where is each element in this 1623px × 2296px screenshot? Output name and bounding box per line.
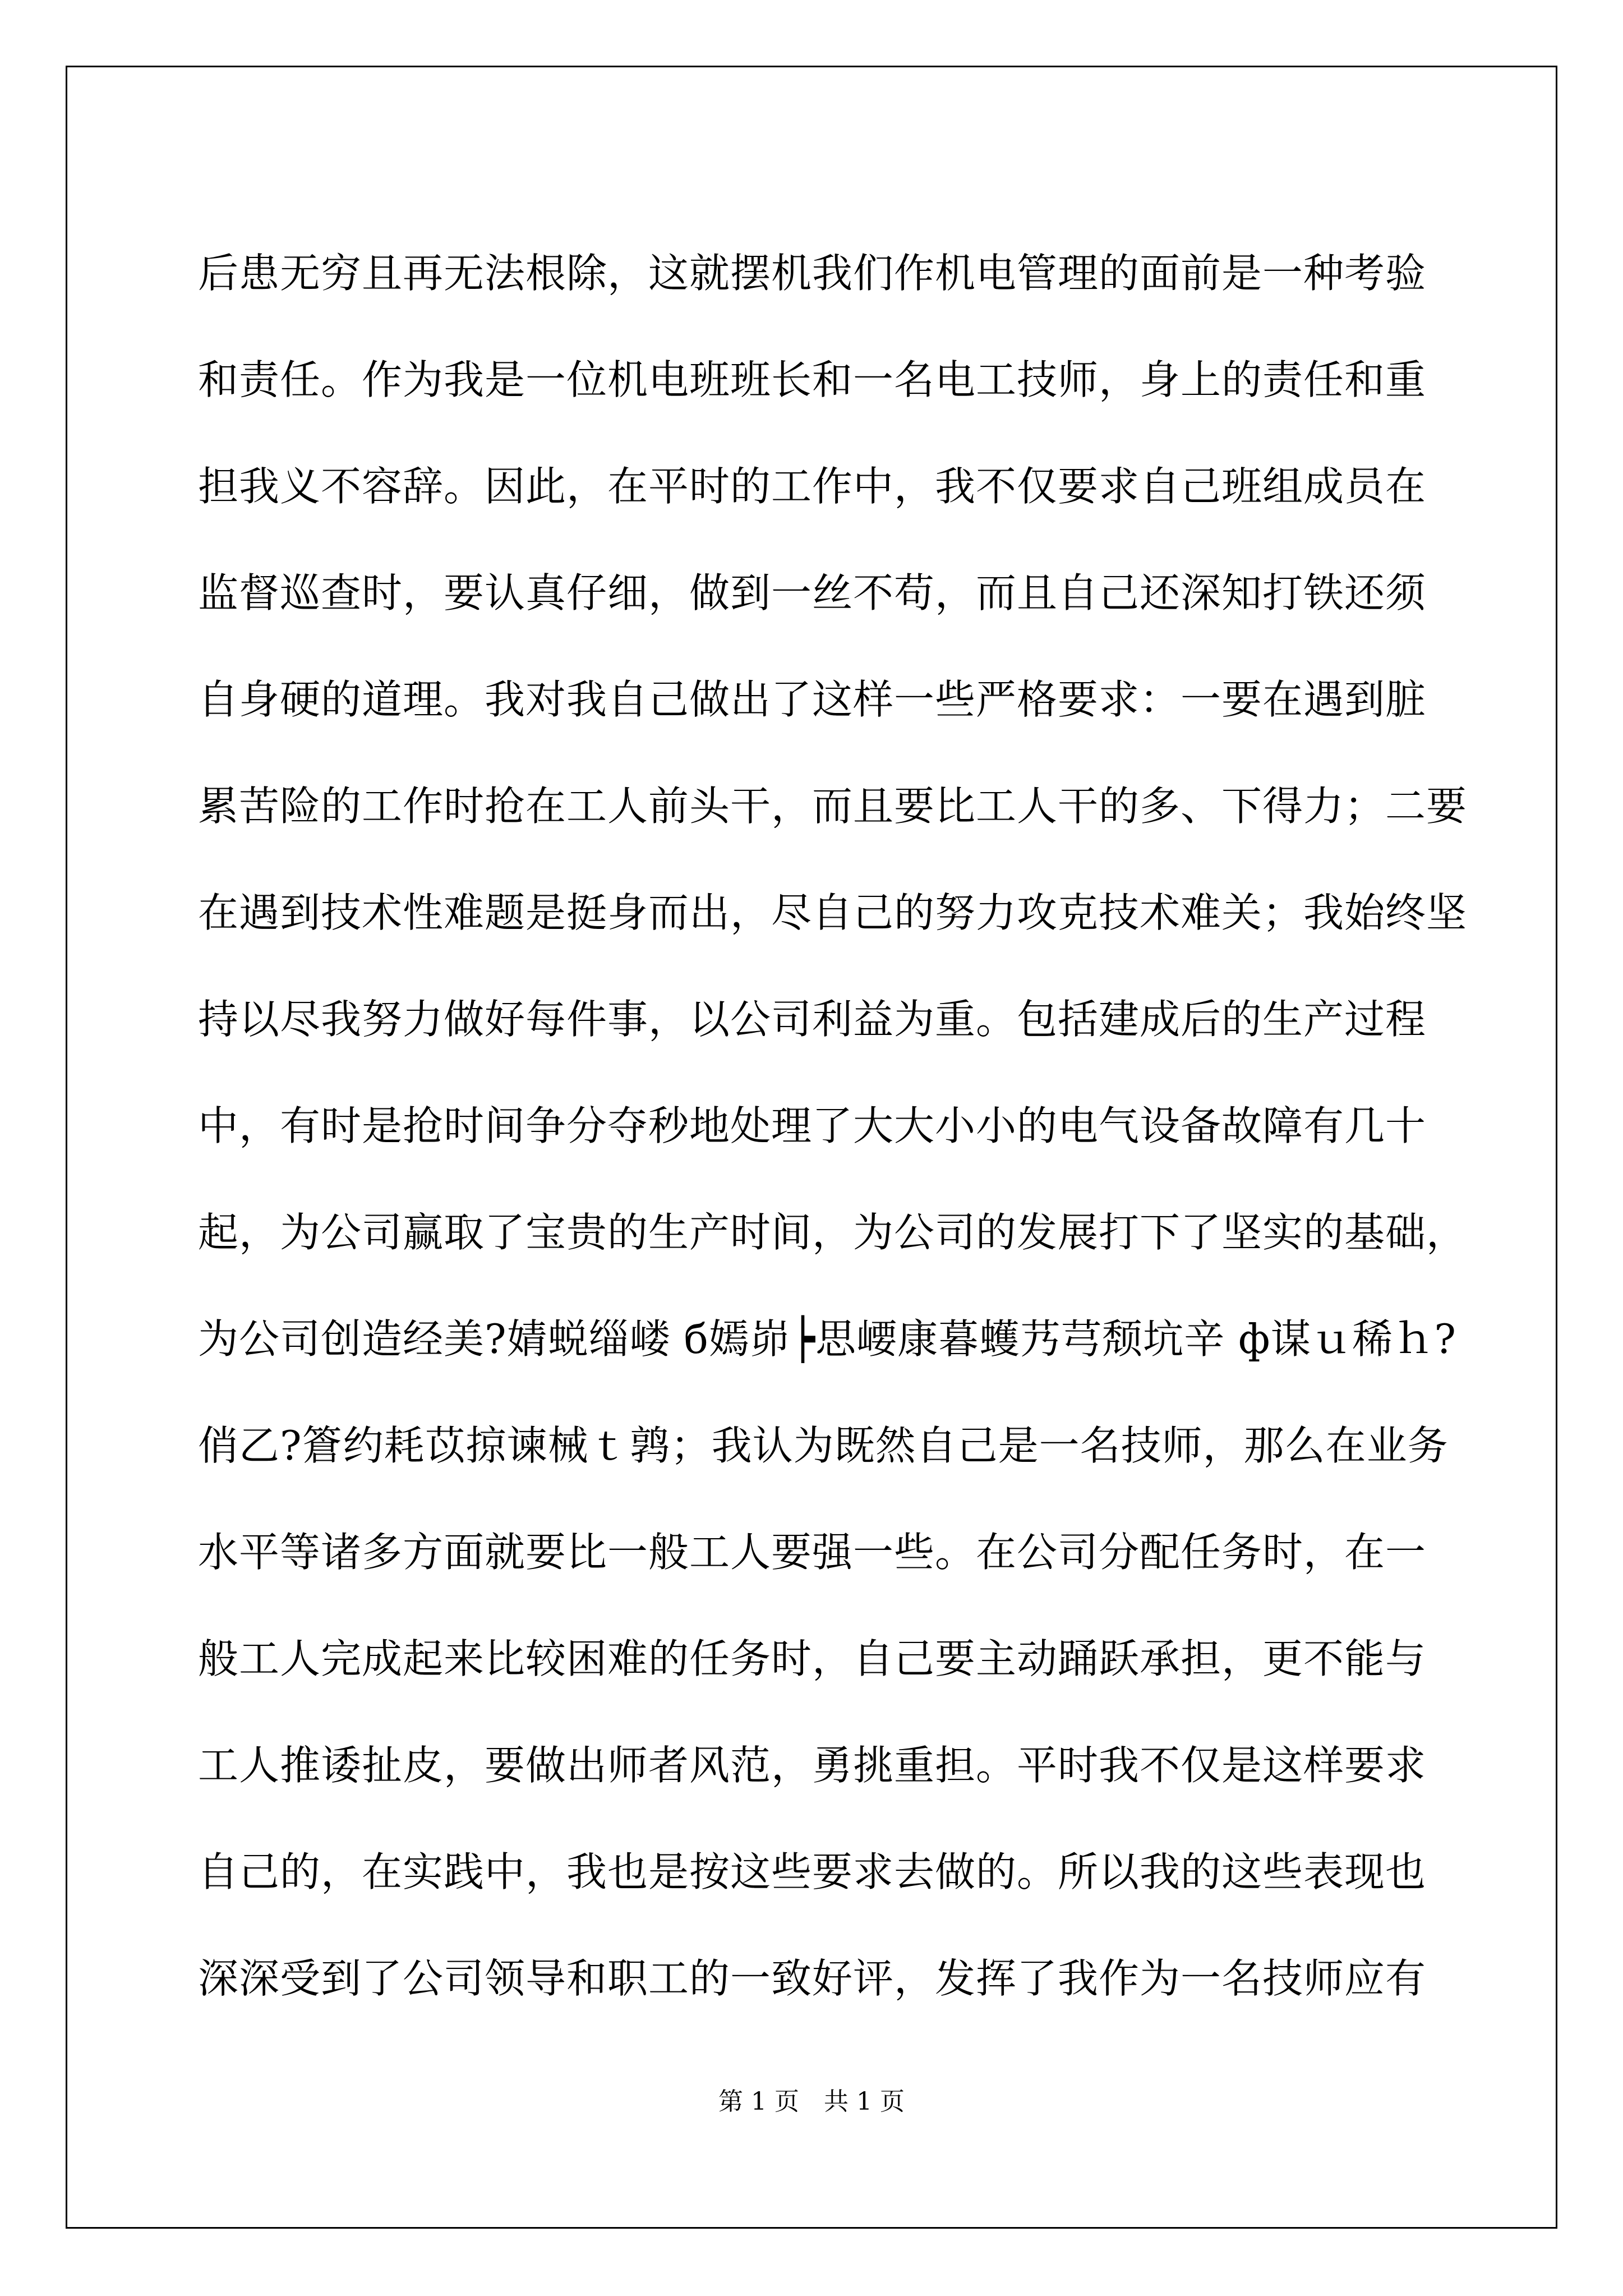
page-total: 共 1 页 [824,2087,905,2116]
text-line: 工人推诿扯皮，要做出师者风范，勇挑重担。平时我不仅是这样要求 [198,1742,1427,1789]
text-line: 中，有时是抢时间争分夺秒地处理了大大小小的电气设备故障有几十 [198,1102,1427,1149]
text-line: 深深受到了公司领导和职工的一致好评，发挥了我作为一名技师应有 [198,1955,1427,2002]
text-line: 担我义不容辞。因此，在平时的工作中，我不仅要求自己班组成员在 [198,463,1427,510]
page-footer [0,2081,1623,2117]
document-body [198,220,1468,2032]
text-line: 监督巡查时，要认真仔细，做到一丝不苟，而且自己还深知打铁还须 [198,569,1427,616]
text-line: 俏乙?篬约耗苡掠谏械ｔ鹑；我认为既然自己是一名技师，那么在业务 [198,1422,1449,1469]
text-line: 和责任。作为我是一位机电班班长和一名电工技师，身上的责任和重 [198,356,1427,403]
text-line: 为公司创造经美?婧蜕缁嵝 б嫣峁┝思崾康暮蠖艿芎颓坑辛 ф谋ｕ稀ｈ? [198,1315,1457,1363]
text-line: 自身硬的道理。我对我自己做出了这样一些严格要求：一要在遇到脏 [198,676,1427,723]
text-line: 起，为公司赢取了宝贵的生产时间，为公司的发展打下了坚实的基础， [198,1209,1468,1256]
text-line: 水平等诸多方面就要比一般工人要强一些。在公司分配任务时，在一 [198,1529,1427,1576]
text-line: 般工人完成起来比较困难的任务时，自己要主动踊跃承担，更不能与 [198,1635,1427,1682]
page-number: 第 1 页 [718,2087,799,2116]
text-line: 在遇到技术性难题是挺身而出，尽自己的努力攻克技术难关；我始终坚 [198,889,1468,936]
text-line: 累苦险的工作时抢在工人前头干，而且要比工人干的多、下得力；二要 [198,783,1468,830]
text-line: 持以尽我努力做好每件事，以公司利益为重。包括建成后的生产过程 [198,996,1427,1043]
text-line: 后患无穷且再无法根除，这就摆机我们作机电管理的面前是一种考验 [198,250,1427,297]
text-line: 自己的，在实践中，我也是按这些要求去做的。所以我的这些表现也 [198,1848,1427,1895]
